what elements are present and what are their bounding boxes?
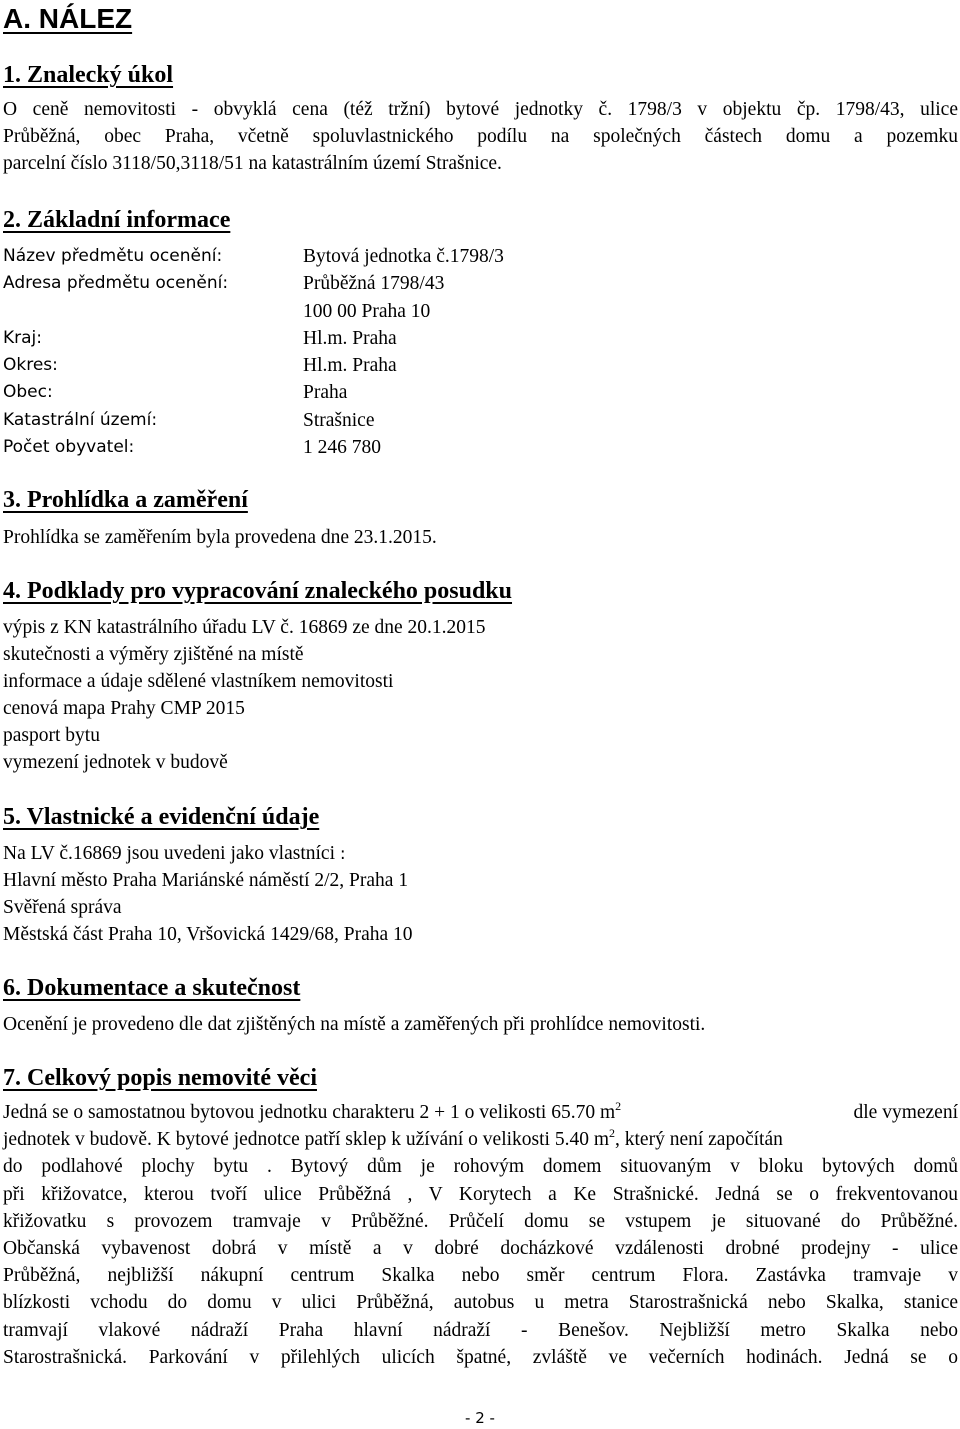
info-label: Obec:: [3, 382, 53, 403]
page-number: - 2 -: [465, 1409, 495, 1427]
superscript: 2: [615, 1099, 622, 1113]
page-heading: A. NÁLEZ: [3, 3, 133, 34]
source-item: pasport bytu: [3, 725, 100, 746]
info-label: Kraj:: [3, 327, 43, 348]
info-value: Hl.m. Praha: [303, 327, 397, 349]
section-7-title: 7. Celkový popis nemovité věci: [3, 1065, 317, 1091]
info-value: Strašnice: [303, 409, 375, 431]
description-line: tramvají vlakové nádraží Praha hlavní nádraží - Benešov. Nejbližší metro Skalka nebo: [3, 1319, 958, 1341]
description-line: při křižovatce, kterou tvoří ulice Průběžná , V Korytech a Ke Strašnické. Jedná se o frekventovanou: [3, 1183, 958, 1205]
section-1-title: 1. Znalecký úkol: [3, 62, 174, 88]
superscript: 2: [609, 1126, 616, 1141]
section-2-title: 2. Základní informace: [3, 207, 231, 233]
owner-line: Hlavní město Praha Mariánské náměstí 2/2, Praha 1: [3, 870, 409, 891]
section-4-title: 4. Podklady pro vypracování znaleckého posudku: [3, 578, 513, 604]
description-text: jednotek v budově. K bytové jednotce patří sklep k užívání o velikosti 5.40 m: [3, 1129, 610, 1151]
description-line: Průběžná, nejbližší nákupní centrum Skalka nebo směr centrum Flora. Zastávka tramvaje v: [3, 1265, 958, 1287]
source-item: cenová mapa Prahy CMP 2015: [3, 698, 245, 719]
description-line: [3, 1099, 958, 1126]
description-text: , který není započítán: [615, 1129, 783, 1151]
description-line: do podlahové plochy bytu . Bytový dům je rohovým domem situovaným v bloku bytových domů: [3, 1156, 958, 1178]
description-line-part: [3, 1099, 621, 1126]
owners-intro-colon: :: [339, 844, 346, 864]
description-line: křižovatku s provozem tramvaje v Průběžné. Průčelí domu se vstupem je situované do Průběžné.: [3, 1210, 958, 1232]
owners-intro: [3, 840, 346, 868]
info-value: Průběžná 1798/43: [303, 273, 445, 295]
info-value: Hl.m. Praha: [303, 355, 397, 377]
info-value: Praha: [303, 382, 348, 404]
description-line: blízkosti vchodu do domu v ulici Průběžná, autobus u metra Starostrašnická nebo Skalka, stanice: [3, 1292, 958, 1314]
info-value: Bytová jednotka č.1798/3: [303, 246, 504, 267]
section-5-title: 5. Vlastnické a evidenční údaje: [3, 804, 320, 830]
section-1-line: parcelní číslo 3118/50,3118/51 na katastrálním území Strašnice.: [3, 153, 502, 175]
source-item: informace a údaje sdělené vlastníkem nemovitosti: [3, 671, 394, 692]
description-text: Jedná se o samostatnou bytovou jednotku charakteru 2 + 1 o velikosti 65.70 m: [3, 1102, 616, 1123]
owner-line: Svěřená správa: [3, 897, 122, 918]
description-line-part: [3, 1126, 783, 1153]
description-line: Občanská vybavenost dobrá v místě a v dobré docházkové vzdálenosti drobné prodejny - ulice: [3, 1237, 958, 1259]
section-1-line: O ceně nemovitosti - obvyklá cena (též tržní) bytové jednotky č. 1798/3 v objektu čp. 1798/43, ulice: [3, 99, 958, 120]
section-1-line: Průběžná, obec Praha, včetně spoluvlastnického podílu na společných částech domu a pozemku: [3, 126, 958, 148]
section-3-title: 3. Prohlídka a zaměření: [3, 487, 248, 513]
info-value: 1 246 780: [303, 437, 381, 459]
source-item: vymezení jednotek v budově: [3, 752, 228, 773]
description-line: [3, 1126, 958, 1153]
info-label: Adresa předmětu ocenění:: [3, 273, 229, 294]
section-7-text: [3, 1099, 958, 1371]
info-label: Název předmětu ocenění:: [3, 246, 223, 266]
owners-intro-text: Na LV č.16869 jsou uvedeni jako vlastníci: [3, 843, 340, 864]
source-item: skutečnosti a výměry zjištěné na místě: [3, 644, 304, 665]
section-1-text: [3, 96, 958, 178]
section-6-title: 6. Dokumentace a skutečnost: [3, 975, 301, 1001]
info-label: Katastrální území:: [3, 409, 158, 430]
section-3-text: Prohlídka se zaměřením byla provedena dne 23.1.2015.: [3, 527, 437, 548]
description-line: Starostrašnická. Parkování v přilehlých ulicích špatné, zvláště ve večerních hodinách. Jedná se o: [3, 1346, 958, 1368]
info-label: Okres:: [3, 355, 58, 376]
info-value: 100 00 Praha 10: [303, 300, 431, 322]
source-item: výpis z KN katastrálního úřadu LV č. 16869 ze dne 20.1.2015: [3, 617, 486, 638]
info-label: Počet obyvatel:: [3, 437, 135, 458]
description-line-part: dle vymezení: [853, 1102, 958, 1123]
section-6-text: Ocenění je provedeno dle dat zjištěných na místě a zaměřených při prohlídce nemovitosti.: [3, 1014, 706, 1035]
owner-line: Městská část Praha 10, Vršovická 1429/68, Praha 10: [3, 924, 413, 945]
